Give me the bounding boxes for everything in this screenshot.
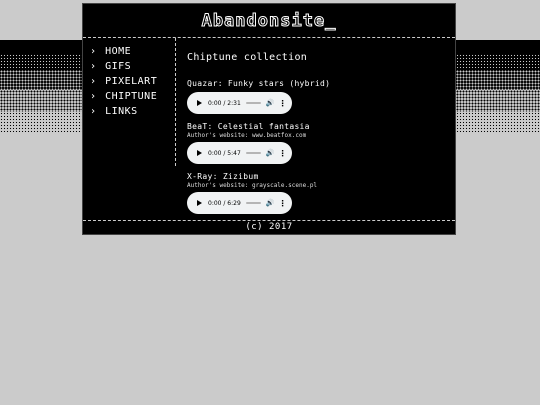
- progress-slider[interactable]: [246, 102, 261, 104]
- nav-item-gifs[interactable]: [83, 59, 175, 74]
- more-vert-icon[interactable]: ⋮: [278, 198, 287, 208]
- site-footer: (c) 2017: [83, 220, 455, 234]
- track-time: 0:00 / 2:31: [208, 99, 241, 107]
- chevron-right-icon: ›: [90, 76, 97, 87]
- nav-item-label: HOME: [105, 46, 132, 57]
- nav-item-chiptune[interactable]: [83, 89, 175, 104]
- track-title: X-Ray: Zizibum: [187, 172, 259, 181]
- nav-item-label: GIFS: [105, 61, 132, 72]
- nav-item-label: LINKS: [105, 106, 138, 117]
- site-container: [82, 3, 456, 235]
- track-item: [187, 122, 447, 164]
- main-content: [187, 52, 447, 222]
- progress-slider[interactable]: [246, 202, 261, 204]
- more-vert-icon[interactable]: ⋮: [278, 98, 287, 108]
- audio-player[interactable]: [187, 192, 292, 214]
- nav-item-label: CHIPTUNE: [105, 91, 158, 102]
- track-title: BeaT: Celestial fantasia: [187, 122, 310, 131]
- track-author-website: Author's website: grayscale.scene.pl: [187, 182, 318, 189]
- chevron-right-icon: ›: [90, 61, 97, 72]
- volume-icon[interactable]: 🔊: [265, 99, 275, 107]
- volume-icon[interactable]: 🔊: [265, 199, 275, 207]
- audio-player[interactable]: [187, 142, 292, 164]
- progress-slider[interactable]: [246, 152, 261, 154]
- track-time: 0:00 / 5:47: [208, 149, 241, 157]
- track-item: [187, 79, 447, 114]
- play-icon[interactable]: [197, 150, 202, 156]
- nav-item-links[interactable]: [83, 104, 175, 119]
- track-item: [187, 172, 447, 214]
- site-header: [83, 4, 455, 38]
- audio-player[interactable]: [187, 92, 292, 114]
- volume-icon[interactable]: 🔊: [265, 149, 275, 157]
- track-time: 0:00 / 6:29: [208, 199, 241, 207]
- more-vert-icon[interactable]: ⋮: [278, 148, 287, 158]
- nav-item-home[interactable]: [83, 44, 175, 59]
- sidebar-nav: [83, 38, 176, 166]
- page-title: Chiptune collection: [187, 52, 308, 63]
- track-title: Quazar: Funky stars (hybrid): [187, 79, 331, 88]
- nav-item-pixelart[interactable]: [83, 74, 175, 89]
- nav-item-label: PIXELART: [105, 76, 158, 87]
- site-logo[interactable]: Abandonsite_: [201, 10, 337, 31]
- play-icon[interactable]: [197, 100, 202, 106]
- chevron-right-icon: ›: [90, 106, 97, 117]
- track-author-website: Author's website: www.beatfox.com: [187, 132, 307, 139]
- chevron-right-icon: ›: [90, 46, 97, 57]
- play-icon[interactable]: [197, 200, 202, 206]
- chevron-right-icon: ›: [90, 91, 97, 102]
